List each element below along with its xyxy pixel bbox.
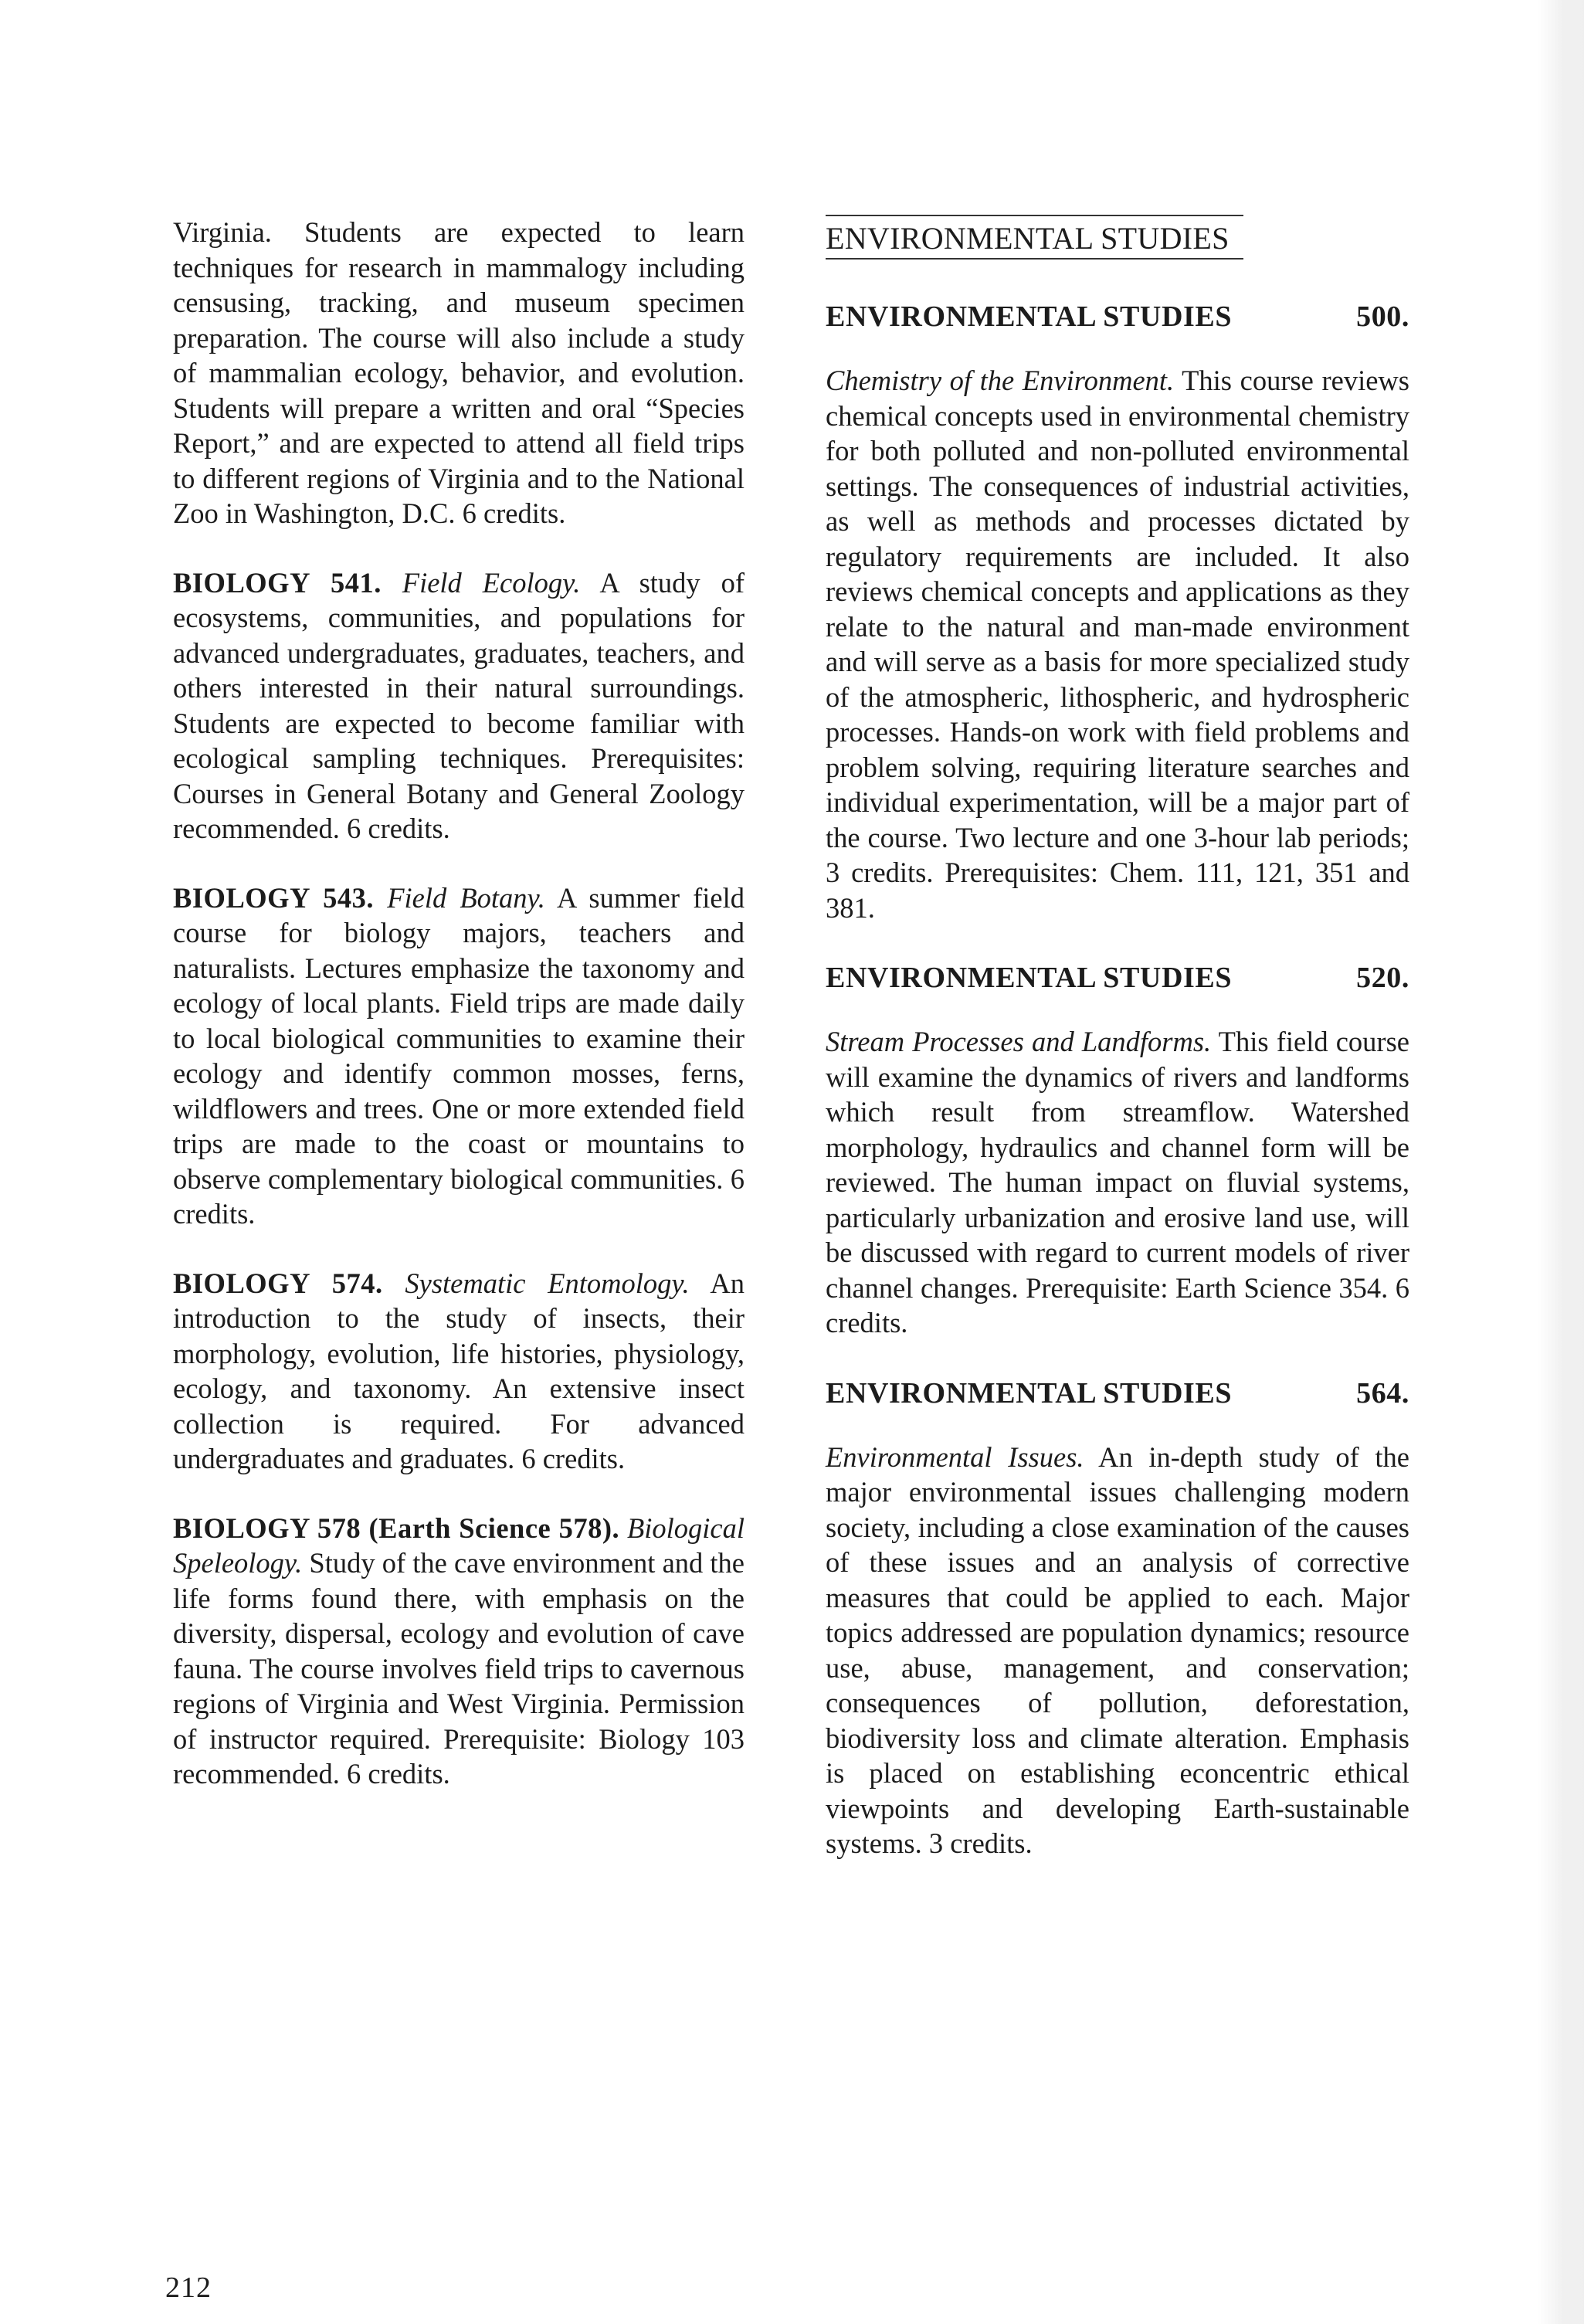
page-number: 212 <box>165 2271 212 2304</box>
course-number: 500. <box>1356 300 1409 333</box>
course-entry-env-500 <box>826 300 1409 925</box>
course-code: BIOLOGY 578 (Earth Science 578). <box>173 1511 620 1544</box>
course-name: ENVIRONMENTAL STUDIES <box>826 300 1233 333</box>
course-title: Field Ecology. <box>402 566 581 599</box>
right-column <box>826 215 1409 1897</box>
course-title: Environmental Issues. <box>826 1440 1084 1473</box>
continued-course-entry <box>173 215 745 531</box>
course-entry-biology-578 <box>173 1511 745 1792</box>
course-description: An in-depth study of the major environmental issues challenging modern society, including a close examination of the causes of these issues and an analysis of corrective measures that could be applied to each. Major topics addressed are population dynamics; resource use, abuse, management, and conservation; consequences of pollution, deforestation, biodiversity loss and climate alteration. Emphasis is placed on establishing econcentric ethical viewpoints and developing Earth-sustainable systems. 3 credits. <box>826 1440 1409 1859</box>
course-description: A summer field course for biology majors, teachers and naturalists. Lectures emphasize the taxonomy and ecology of local plants. Field trips are made daily to local biological communities to examine their ecology and identify common mosses, ferns, wildflowers and trees. One or more extended field trips are made to the coast or mountains to observe complementary biological communities. 6 credits. <box>173 881 745 1230</box>
course-number: 520. <box>1356 962 1409 994</box>
left-column <box>173 215 745 1826</box>
course-entry-env-564 <box>826 1376 1409 1861</box>
course-number: 564. <box>1356 1376 1409 1410</box>
course-paragraph <box>826 1024 1409 1341</box>
course-paragraph <box>173 565 745 846</box>
course-description: This field course will examine the dynamics of rivers and landforms which result from streamflow. Watershed morphology, hydraulics and channel form will be reviewed. The human impact on fluvial systems, particularly urbanization and erosive land use, will be discussed with regard to current models of river channel changes. Prerequisite: Earth Science 354. 6 credits. <box>826 1026 1409 1338</box>
course-entry-env-520 <box>826 961 1409 1341</box>
course-paragraph <box>173 880 745 1232</box>
course-title: Systematic Entomology. <box>405 1267 690 1299</box>
course-description: A study of ecosystems, communities, and populations for advanced undergraduates, graduates, teachers, and others interested in their natural surroundings. Students are expected to become familiar with ecological sampling techniques. Prerequisites: Courses in General Botany and General Zoology recommended. 6 credits. <box>173 566 745 844</box>
course-entry-biology-543 <box>173 880 745 1232</box>
course-entry-biology-574 <box>173 1266 745 1477</box>
course-code: BIOLOGY 574. <box>173 1267 383 1299</box>
course-heading <box>826 961 1409 996</box>
page-edge-shadow <box>1538 0 1584 2324</box>
course-description: This course reviews chemical concepts used in environmental chemistry for both polluted and non-polluted environmental settings. The consequences of industrial activities, as well as methods and processes dictated by regulatory requirements are included. It also reviews chemical concepts and applications as they relate to the natural and man-made environment and will serve as a basis for more specialized study of the atmospheric, lithospheric, and hydrospheric processes. Hands-on work with field problems and problem solving, requiring literature searches and individual experimentation, will be a major part of the course. Two lecture and one 3-hour lab periods; 3 credits. Prerequisites: Chem. 111, 121, 351 and 381. <box>826 365 1409 924</box>
course-heading <box>826 300 1409 335</box>
course-paragraph <box>826 363 1409 925</box>
course-paragraph <box>826 1440 1409 1861</box>
course-heading <box>826 1376 1409 1412</box>
course-title: Biological Speleology. <box>173 1511 745 1579</box>
course-code: BIOLOGY 543. <box>173 881 375 914</box>
course-description: An introduction to the study of insects, their morphology, evolution, life histories, physiology, ecology, and taxonomy. An extensive insect collection is required. For advanced undergraduates and graduates. 6 credits. <box>173 1267 745 1474</box>
course-entry-biology-541 <box>173 565 745 846</box>
course-paragraph <box>173 1511 745 1792</box>
course-description: Study of the cave environment and the life forms found there, with emphasis on the diversity, dispersal, ecology and evolution of cave fauna. The course involves field trips to cavernous regions of Virginia and West Virginia. Permission of instructor required. Prerequisite: Biology 103 recommended. 6 credits. <box>173 1547 745 1790</box>
course-title: Chemistry of the Environment. <box>826 365 1175 396</box>
section-heading: ENVIRONMENTAL STUDIES <box>826 215 1243 260</box>
course-name: ENVIRONMENTAL STUDIES <box>826 962 1233 994</box>
continued-course-description: Virginia. Students are expected to learn techniques for research in mammalogy including censusing, tracking, and museum specimen preparation. The course will also include a study of mammalian ecology, behavior, and evolution. Students will prepare a written and oral “Species Report,” and are expected to attend all field trips to different regions of Virginia and to the National Zoo in Washington, D.C. 6 credits. <box>173 216 745 529</box>
course-title: Field Botany. <box>387 881 545 914</box>
course-title: Stream Processes and Landforms. <box>826 1026 1212 1057</box>
course-code: BIOLOGY 541. <box>173 566 382 599</box>
course-paragraph <box>173 1266 745 1477</box>
course-name: ENVIRONMENTAL STUDIES <box>826 1376 1233 1410</box>
